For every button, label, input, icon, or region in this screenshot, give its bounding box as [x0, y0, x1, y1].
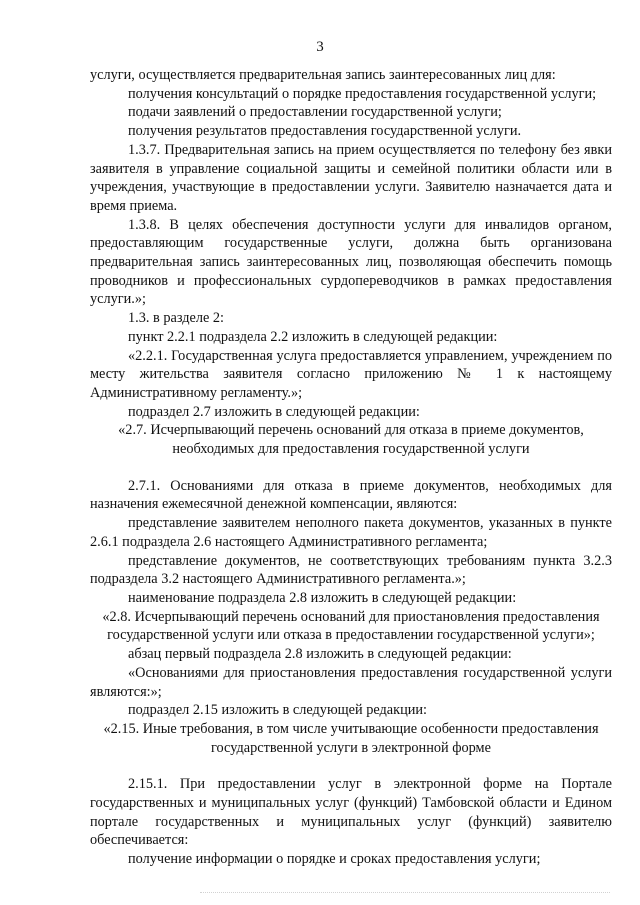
paragraph: получения результатов предоставления государственной услуги.	[128, 123, 522, 140]
section-heading-2-15: «2.15. Иные требования, в том числе учитывающие особенности предоставления государственной услуги в электронной форме	[103, 720, 599, 756]
paragraph: 2.15.1. При предоставлении услуг в электронной форме на Портале государственных и муниципальных услуг (функций) Тамбовской области и Едином портале государственных и муниципальных услуг (функций) заявителю обеспечивается:	[90, 776, 612, 849]
paragraph: 1.3. в разделе 2:	[128, 310, 225, 327]
paragraph: 1.3.7. Предварительная запись на прием осуществляется по телефону без явки заявителя в управление социальной защиты и семейной политики области или в учреждения, участвующие в предоставлении услуги. Заявителю назначается дата и время приема.	[90, 141, 612, 214]
paragraph: 2.7.1. Основаниями для отказа в приеме документов, необходимых для назначения ежемесячной денежной компенсации, являются:	[90, 477, 612, 513]
paragraph: услуги, осуществляется предварительная запись заинтересованных лиц для:	[90, 67, 556, 83]
page-number: 3	[316, 39, 324, 55]
spacer	[90, 459, 612, 477]
paragraph: подраздел 2.15 изложить в следующей редакции:	[128, 702, 428, 719]
paragraph: получения консультаций о порядке предоставления государственной услуги;	[128, 85, 597, 102]
section-heading-2-7: «2.7. Исчерпывающий перечень оснований для отказа в приеме документов, необходимых для предоставления государственной услуги	[118, 422, 584, 458]
paragraph: подраздел 2.7 изложить в следующей редакции:	[128, 403, 420, 420]
paragraph: 1.3.8. В целях обеспечения доступности услуги для инвалидов органом, предоставляющим государственные услуги, должна быть организована предварительная запись заинтересованных лиц, позволяющая обеспечить помощь проводников и профессиональных сурдопереводчиков в рамках предоставления услуги.»;	[90, 216, 612, 308]
paragraph: абзац первый подраздела 2.8 изложить в следующей редакции:	[128, 646, 512, 663]
document-body	[90, 66, 612, 869]
spacer	[90, 757, 612, 775]
paragraph: представление заявителем неполного пакета документов, указанных в пункте 2.6.1 подраздела 2.6 настоящего Административного регламента;	[90, 515, 612, 550]
paragraph: «2.2.1. Государственная услуга предоставляется управлением, учреждением по месту жительства заявителя согласно приложению № 1 к настоящему Административному регламенту.»;	[90, 347, 612, 401]
scan-artifact	[200, 892, 610, 896]
paragraph: наименование подраздела 2.8 изложить в следующей редакции:	[128, 589, 517, 606]
paragraph: представление документов, не соответствующих требованиям пункта 3.2.3 подраздела 3.2 настоящего Административного регламента.»;	[90, 552, 612, 588]
section-heading-2-8: «2.8. Исчерпывающий перечень оснований для приостановления предоставления государственной услуги или отказа в предоставлении государственной услуги»;	[102, 608, 600, 644]
paragraph: «Основаниями для приостановления предоставления государственной услуги являются:»;	[90, 664, 612, 700]
paragraph: подачи заявлений о предоставлении государственной услуги;	[128, 104, 502, 121]
paragraph: получение информации о порядке и сроках предоставления услуги;	[128, 851, 541, 868]
paragraph: пункт 2.2.1 подраздела 2.2 изложить в следующей редакции:	[128, 328, 498, 345]
